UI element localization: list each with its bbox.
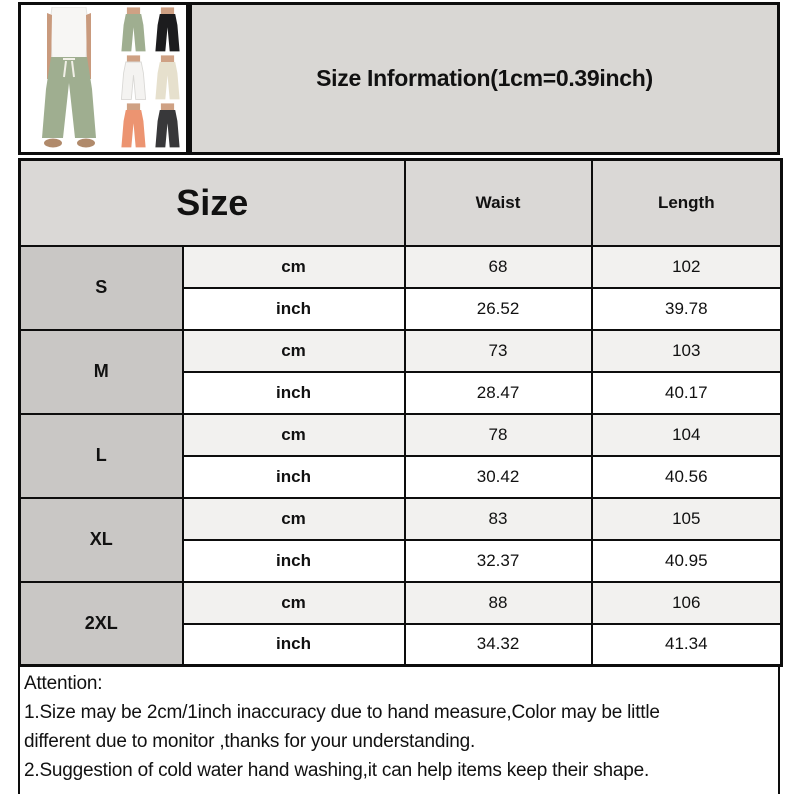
length-value: 102 (592, 246, 782, 288)
attention-line: 2.Suggestion of cold water hand washing,it can help items keep their shape. (24, 760, 650, 781)
attention-line: 1.Size may be 2cm/1inch inaccuracy due to hand measure,Color may be little (24, 702, 660, 723)
length-value: 103 (592, 330, 782, 372)
waist-value: 28.47 (405, 372, 592, 414)
unit-cell: cm (183, 330, 405, 372)
length-value: 105 (592, 498, 782, 540)
product-thumbnails (117, 7, 184, 150)
figure-shirt (50, 7, 88, 59)
thumbnail-coral-pants (117, 103, 150, 150)
top-section (18, 2, 780, 155)
unit-cell: inch (183, 372, 405, 414)
waist-value: 34.32 (405, 624, 592, 666)
size-label-l: L (20, 414, 183, 498)
unit-cell: inch (183, 288, 405, 330)
waist-value: 26.52 (405, 288, 592, 330)
size-label-xl: XL (20, 498, 183, 582)
table-row (20, 330, 782, 372)
length-value: 41.34 (592, 624, 782, 666)
thumbnail-sage-pants (117, 7, 150, 54)
page-title: Size Information(1cm=0.39inch) (316, 65, 653, 91)
waist-value: 73 (405, 330, 592, 372)
attention-line: different due to monitor ,thanks for your understanding. (24, 731, 476, 752)
waist-value: 78 (405, 414, 592, 456)
length-value: 40.56 (592, 456, 782, 498)
unit-cell: inch (183, 540, 405, 582)
product-photo (18, 2, 189, 155)
thumbnail-cream-pants (151, 55, 184, 102)
thumbnail-white-pants (117, 55, 150, 102)
table-row (20, 582, 782, 624)
figure-left-foot (44, 139, 62, 148)
waist-value: 83 (405, 498, 592, 540)
length-value: 104 (592, 414, 782, 456)
table-row (20, 498, 782, 540)
length-column-header: Length (592, 160, 782, 246)
unit-cell: cm (183, 246, 405, 288)
unit-cell: inch (183, 624, 405, 666)
unit-cell: cm (183, 582, 405, 624)
waist-value: 32.37 (405, 540, 592, 582)
thumbnail-charcoal-pants (151, 103, 184, 150)
waist-value: 68 (405, 246, 592, 288)
table-row (20, 246, 782, 288)
waist-value: 88 (405, 582, 592, 624)
size-table (18, 158, 783, 667)
attention-note (18, 667, 780, 794)
size-label-2xl: 2XL (20, 582, 183, 666)
waist-column-header: Waist (405, 160, 592, 246)
table-header-row (20, 160, 782, 246)
size-label-s: S (20, 246, 183, 330)
product-photo-main-figure (23, 7, 115, 150)
size-label-m: M (20, 330, 183, 414)
table-row (20, 414, 782, 456)
length-value: 40.95 (592, 540, 782, 582)
length-value: 106 (592, 582, 782, 624)
attention-heading: Attention: (24, 673, 103, 694)
size-column-header: Size (20, 160, 405, 246)
length-value: 39.78 (592, 288, 782, 330)
title-bar (189, 2, 780, 155)
unit-cell: cm (183, 498, 405, 540)
length-value: 40.17 (592, 372, 782, 414)
waist-value: 30.42 (405, 456, 592, 498)
thumbnail-black-pants (151, 7, 184, 54)
unit-cell: cm (183, 414, 405, 456)
size-chart-page (18, 0, 780, 794)
unit-cell: inch (183, 456, 405, 498)
figure-right-foot (77, 139, 95, 148)
